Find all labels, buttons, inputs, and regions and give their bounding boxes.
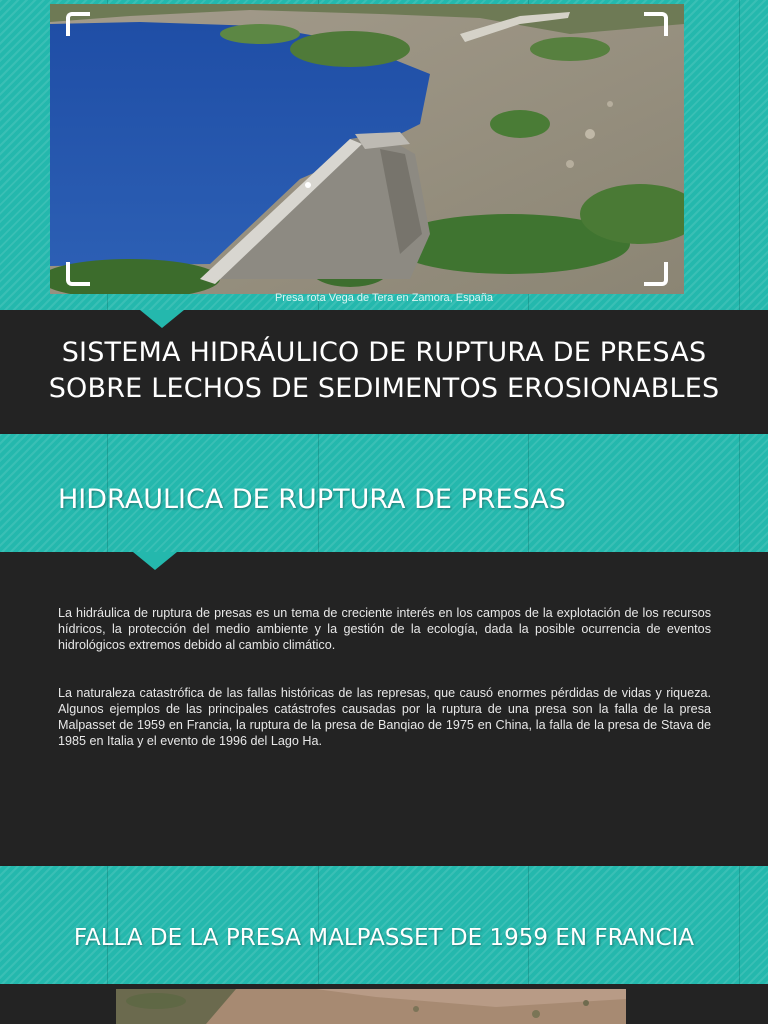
slide2-paragraph-2: La naturaleza catastrófica de las fallas históricas de las represas, que causó enormes pérdidas de vidas y riqueza. Algunos ejemplos de las principales catástrofes causadas por la ruptura de una presa son la falla de la presa Malpasset de 1959 en Francia, la ruptura de la presa de Banqiao de 1975 en China, la falla de la presa de Stava de 1985 en Italia y el evento de 1996 del Lago Ha. [58, 686, 711, 748]
slide1-title-line1: SISTEMA HIDRÁULICO DE RUPTURA DE PRESAS [61, 337, 707, 368]
slide1-notch [140, 310, 184, 328]
slide2-notch [133, 552, 177, 570]
slide2-heading: HIDRAULICA DE RUPTURA DE PRESAS [58, 484, 566, 515]
frame-corner-br [644, 262, 668, 286]
slide3-heading: FALLA DE LA PRESA MALPASSET DE 1959 EN FRANCIA [73, 925, 695, 951]
dam-photo-image [50, 4, 684, 294]
frame-corner-bl [66, 262, 90, 286]
slide2-paragraph-1: La hidráulica de ruptura de presas es un tema de creciente interés en los campos de la explotación de los recursos hídricos, la protección del medio ambiente y la gestión de la ecología, dada la posible ocurrencia de eventos hidrológicos extremos debido al cambio climático. [58, 606, 711, 652]
slide1-title-line2: SOBRE LECHOS DE SEDIMENTOS EROSIONABLES [48, 373, 720, 404]
slide1-title [0, 335, 768, 407]
frame-corner-tr [644, 12, 668, 36]
malpasset-photo [116, 989, 626, 1024]
photo-caption: Presa rota Vega de Tera en Zamora, España [274, 292, 494, 304]
dam-photo [50, 4, 684, 294]
malpasset-photo-image [116, 989, 626, 1024]
frame-corner-tl [66, 12, 90, 36]
